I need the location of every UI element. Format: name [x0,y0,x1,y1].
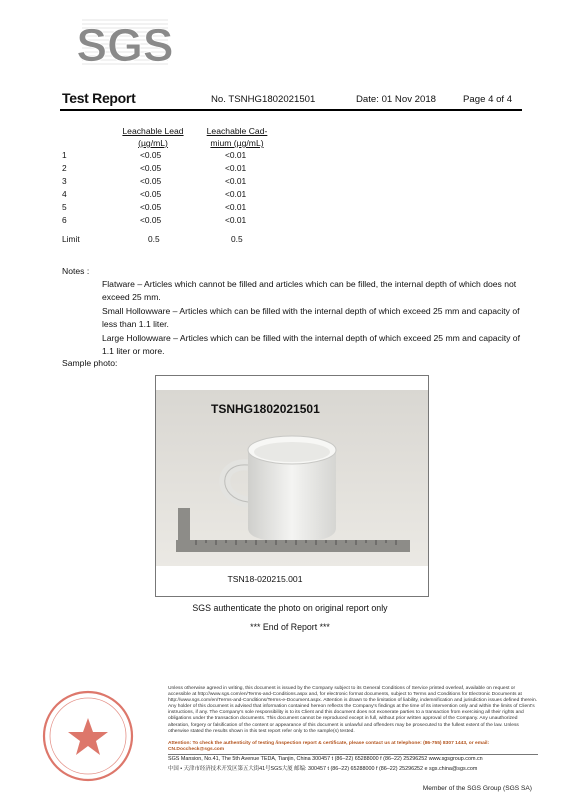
note-small-hollowware: Small Hollowware – Articles which can be filled with the internal depth of which exceed 25 mm and capacity of less than 1.1 liter. [102,306,520,330]
sample-id: 4 [62,189,67,199]
column-header-cadmium [199,125,275,149]
footer-divider [168,754,538,755]
footer-address-cn: 中国 • 天津市经济技术开发区第五大街41号SGS大厦 邮编: 300457 t (86–22) 65288000 f (86–22) 25296252 e sgs.china@sgs.com [168,766,478,772]
table-row [62,176,362,188]
lead-value: <0.05 [140,176,162,186]
column-header-cadmium-line2: mium (µg/mL) [210,138,264,148]
sample-id: 5 [62,202,67,212]
cadmium-value: <0.01 [225,202,247,212]
column-header-lead-line2: (µg/mL) [138,138,168,148]
end-of-report: *** End of Report *** [250,622,330,632]
photo-sample-label: TSNHG1802021501 [211,402,320,416]
sample-id: 3 [62,176,67,186]
cadmium-value: <0.01 [225,176,247,186]
cadmium-limit: 0.5 [231,234,243,244]
lead-value: <0.05 [140,202,162,212]
cadmium-value: <0.01 [225,189,247,199]
limit-row [62,234,362,246]
sample-photo [156,390,428,566]
sample-id: 2 [62,163,67,173]
footer-address-en: SGS Mansion, No.41, The 5th Avenue TEDA, Tianjin, China 300457 t (86–22) 65288000 f (86–22) 25296252 www.sgsgroup.com.cn [168,756,483,762]
column-header-lead [117,125,189,149]
column-header-lead-line1: Leachable Lead [122,126,184,136]
table-row [62,150,362,162]
column-header-cadmium-line1: Leachable Cad- [206,126,268,136]
sample-id: 6 [62,215,67,225]
page-indicator: Page 4 of 4 [463,94,513,105]
footer-disclaimer: Unless otherwise agreed in writing, this document is issued by the Company subject to its General Conditions of Service printed overleaf, available on request or accessible at http://www.sgs.com/en/Terms-and-Conditions.aspx and, for electronic format documents, subject to Terms and Conditions for Electronic Documents at http://www.sgs.com/en/Terms-and-Conditions/Terms-e-Document.aspx. Attention is drawn to the limitation of liability, indemnification and jurisdiction issues defined therein. Any holder of this document is advised that information contained hereon reflects the Company's findings at the time of its intervention only and within the limits of Client's instructions, if any. The Company's sole responsibility is to its Client and this document does not exonerate parties to a transaction from exercising all their rights and obligations under the transaction documents. This document cannot be reproduced except in full, without prior written approval of the Company. Any unauthorized alteration, forgery or falsification of the content or appearance of this document is unlawful and offenders may be prosecuted to the fullest extent of the law. Unless otherwise stated the results shown in this test report refer only to the sample(s) tested. [168,686,538,734]
note-large-hollowware: Large Hollowware – Articles which can be filled with the internal depth of which exceed 25 mm and capacity of 1.1 liter or more. [102,333,520,357]
sample-photo-frame [155,375,429,597]
sample-photo-heading: Sample photo: [62,358,118,368]
notes-heading: Notes : [62,266,90,276]
lead-value: <0.05 [140,150,162,160]
svg-text:SGS: SGS [76,19,174,71]
table-row [62,215,362,227]
table-row [62,163,362,175]
photo-authenticate-note: SGS authenticate the photo on original report only [192,603,388,613]
table-row [62,202,362,214]
lead-value: <0.05 [140,189,162,199]
report-title: Test Report [62,90,136,106]
cadmium-value: <0.01 [225,150,247,160]
limit-label: Limit [62,234,80,244]
cadmium-value: <0.01 [225,163,247,173]
sgs-logo [76,14,174,71]
table-row [62,189,362,201]
sgs-group-membership: Member of the SGS Group (SGS SA) [422,785,532,792]
footer-attention-text: Attention: To check the authenticity of testing /inspection report & certificate, please contact us at telephone: (86-755) 8307 1443, or email: CN.Doccheck@sgs.com [168,741,490,753]
cadmium-value: <0.01 [225,215,247,225]
report-number: No. TSNHG1802021501 [211,94,316,105]
mug-photo-illustration [156,390,428,566]
photo-caption: TSN18-020215.001 [227,574,303,584]
lead-limit: 0.5 [148,234,160,244]
footer-attention [168,741,538,753]
sample-id: 1 [62,150,67,160]
lead-value: <0.05 [140,215,162,225]
company-seal [40,688,136,784]
note-flatware: Flatware – Articles which cannot be filled and articles which can be filled, the internal depth of which does not exceed 25 mm. [102,279,517,303]
report-date: Date: 01 Nov 2018 [356,94,437,105]
header-divider [60,109,522,111]
lead-value: <0.05 [140,163,162,173]
